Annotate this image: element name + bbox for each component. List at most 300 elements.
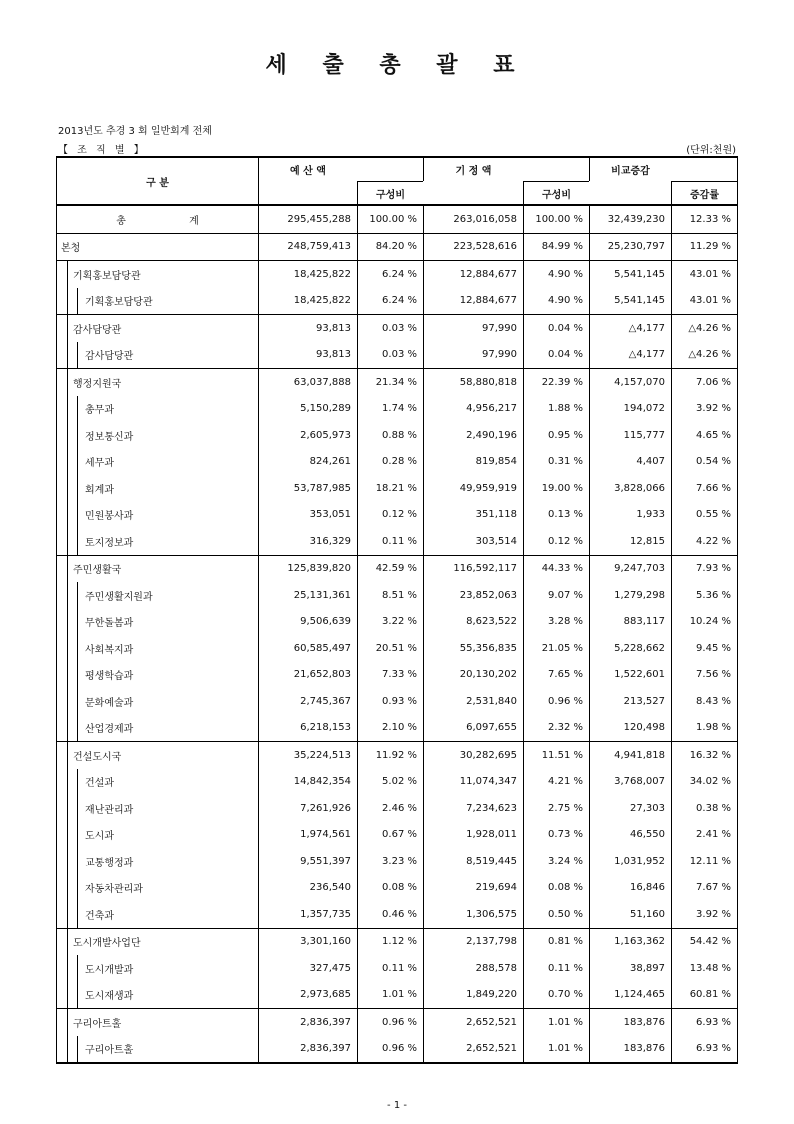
row-category: [57, 929, 258, 956]
header-budget-ratio: 구성비: [357, 181, 423, 204]
tree-guide-line: [67, 688, 68, 715]
table-row: [57, 1008, 737, 1036]
row-category-label: 무한돌봄과: [85, 618, 134, 630]
cell-budget: 93,813: [258, 342, 357, 369]
row-category: [57, 715, 258, 742]
cell-ratio1: 0.11 %: [357, 955, 423, 982]
table-row: [57, 342, 737, 369]
table-row: [57, 1036, 737, 1063]
cell-change: 120,498: [589, 715, 671, 742]
cell-budget: 60,585,497: [258, 635, 357, 662]
header-budget-empty: [258, 181, 357, 204]
row-category: [57, 662, 258, 689]
tree-guide-line: [67, 1036, 68, 1063]
cell-ratio2: 0.08 %: [523, 875, 589, 902]
row-category: [57, 234, 258, 261]
tree-guide-line: [67, 609, 68, 636]
row-category: [57, 635, 258, 662]
cell-budget: 5,150,289: [258, 396, 357, 423]
cell-existing: 49,959,919: [423, 475, 523, 502]
row-category-label: 본청: [61, 243, 81, 255]
cell-budget: 25,131,361: [258, 582, 357, 609]
header-existing-ratio: 구성비: [523, 181, 589, 204]
cell-change: 4,407: [589, 449, 671, 476]
cell-existing: 116,592,117: [423, 556, 523, 583]
row-category: [57, 475, 258, 502]
cell-existing: 30,282,695: [423, 742, 523, 769]
row-category-label: 회계과: [85, 484, 114, 496]
cell-budget: 1,357,735: [258, 901, 357, 928]
section-label: 【 조 직 별 】: [58, 145, 147, 156]
tree-guide-line: [67, 955, 68, 982]
row-category: [57, 609, 258, 636]
table-row: [57, 396, 737, 423]
cell-change: 27,303: [589, 795, 671, 822]
cell-ratio2: 0.73 %: [523, 822, 589, 849]
table-row: [57, 368, 737, 396]
cell-rate: 4.22 %: [671, 528, 737, 555]
cell-rate: 13.48 %: [671, 955, 737, 982]
tree-guide-line: [77, 1036, 78, 1063]
cell-ratio1: 0.93 %: [357, 688, 423, 715]
cell-existing: 223,528,616: [423, 234, 523, 261]
cell-rate: 9.45 %: [671, 635, 737, 662]
cell-existing: 20,130,202: [423, 662, 523, 689]
cell-existing: 55,356,835: [423, 635, 523, 662]
cell-rate: 12.33 %: [671, 206, 737, 233]
row-category: [57, 742, 258, 769]
cell-ratio1: 0.11 %: [357, 528, 423, 555]
cell-change: 3,828,066: [589, 475, 671, 502]
tree-guide-line: [67, 315, 68, 342]
cell-existing: 23,852,063: [423, 582, 523, 609]
tree-guide-line: [67, 635, 68, 662]
cell-budget: 316,329: [258, 528, 357, 555]
tree-guide-line: [67, 1009, 68, 1036]
cell-rate: 4.65 %: [671, 422, 737, 449]
row-category: [57, 901, 258, 928]
tree-guide-line: [67, 556, 68, 583]
cell-rate: 5.36 %: [671, 582, 737, 609]
row-category: [57, 688, 258, 715]
cell-rate: 7.93 %: [671, 556, 737, 583]
cell-rate: 6.93 %: [671, 1036, 737, 1063]
tree-guide-line: [67, 288, 68, 315]
cell-ratio2: 2.32 %: [523, 715, 589, 742]
row-category-label: 재난관리과: [85, 804, 134, 816]
cell-existing: 303,514: [423, 528, 523, 555]
cell-budget: 35,224,513: [258, 742, 357, 769]
cell-budget: 93,813: [258, 315, 357, 342]
tree-guide-line: [77, 822, 78, 849]
cell-ratio2: 7.65 %: [523, 662, 589, 689]
row-category-label: 감사담당관: [73, 324, 122, 336]
cell-existing: 2,531,840: [423, 688, 523, 715]
row-category: [57, 369, 258, 396]
cell-rate: 11.29 %: [671, 234, 737, 261]
row-category-label: 구리아트홀: [85, 1045, 134, 1057]
cell-change: 183,876: [589, 1009, 671, 1036]
cell-ratio1: 3.22 %: [357, 609, 423, 636]
row-category: [57, 582, 258, 609]
tree-guide-line: [77, 475, 78, 502]
table-row: [57, 822, 737, 849]
cell-rate: 0.38 %: [671, 795, 737, 822]
cell-existing: 263,016,058: [423, 206, 523, 233]
cell-existing: 2,137,798: [423, 929, 523, 956]
table-row: [57, 288, 737, 315]
cell-budget: 2,745,367: [258, 688, 357, 715]
cell-budget: 1,974,561: [258, 822, 357, 849]
cell-change: 32,439,230: [589, 206, 671, 233]
cell-budget: 18,425,822: [258, 288, 357, 315]
tree-guide-line: [77, 635, 78, 662]
table-header: [57, 158, 737, 206]
cell-existing: 1,928,011: [423, 822, 523, 849]
cell-existing: 12,884,677: [423, 288, 523, 315]
tree-guide-line: [67, 822, 68, 849]
cell-existing: 11,074,347: [423, 769, 523, 796]
cell-change: 1,124,465: [589, 982, 671, 1009]
tree-guide-line: [77, 396, 78, 423]
cell-ratio1: 0.08 %: [357, 875, 423, 902]
cell-ratio2: 84.99 %: [523, 234, 589, 261]
cell-ratio1: 0.03 %: [357, 342, 423, 369]
cell-ratio1: 21.34 %: [357, 369, 423, 396]
cell-rate: 10.24 %: [671, 609, 737, 636]
cell-existing: 6,097,655: [423, 715, 523, 742]
cell-rate: 1.98 %: [671, 715, 737, 742]
row-category-label: 행정지원국: [73, 378, 122, 390]
row-category: [57, 795, 258, 822]
row-category-label: 건설과: [85, 778, 114, 790]
cell-change: △4,177: [589, 342, 671, 369]
cell-change: 12,815: [589, 528, 671, 555]
table-row: [57, 260, 737, 288]
row-category-label: 도시재생과: [85, 991, 134, 1003]
cell-ratio2: 0.50 %: [523, 901, 589, 928]
cell-ratio2: 0.11 %: [523, 955, 589, 982]
cell-rate: 34.02 %: [671, 769, 737, 796]
cell-change: 115,777: [589, 422, 671, 449]
cell-existing: 2,652,521: [423, 1036, 523, 1063]
row-category-label: 문화예술과: [85, 697, 134, 709]
page-title: 세 출 총 괄 표: [265, 53, 529, 78]
tree-guide-line: [77, 848, 78, 875]
tree-guide-line: [77, 662, 78, 689]
cell-change: 1,163,362: [589, 929, 671, 956]
row-category: [57, 982, 258, 1009]
tree-guide-line: [67, 901, 68, 928]
tree-guide-line: [77, 715, 78, 742]
table-row: [57, 875, 737, 902]
row-category-label: 토지정보과: [85, 537, 134, 549]
cell-ratio2: 0.95 %: [523, 422, 589, 449]
tree-guide-line: [67, 848, 68, 875]
header-existing: 기 정 액: [423, 158, 523, 181]
row-category-label: 구리아트홀: [73, 1018, 122, 1030]
table-row: [57, 795, 737, 822]
row-category: [57, 422, 258, 449]
cell-change: 4,941,818: [589, 742, 671, 769]
tree-guide-line: [67, 261, 68, 288]
row-category-label: 건설도시국: [73, 751, 122, 763]
tree-guide-line: [67, 502, 68, 529]
cell-ratio1: 18.21 %: [357, 475, 423, 502]
cell-budget: 53,787,985: [258, 475, 357, 502]
tree-guide-line: [77, 609, 78, 636]
row-category: [57, 502, 258, 529]
row-category-label: 정보통신과: [85, 431, 134, 443]
row-category-label: 평생학습과: [85, 671, 134, 683]
cell-existing: 4,956,217: [423, 396, 523, 423]
cell-rate: 60.81 %: [671, 982, 737, 1009]
cell-budget: 2,605,973: [258, 422, 357, 449]
cell-budget: 14,842,354: [258, 769, 357, 796]
cell-existing: 97,990: [423, 342, 523, 369]
row-category-label: 세무과: [85, 458, 114, 470]
row-category: [57, 1036, 258, 1063]
table-row: [57, 314, 737, 342]
tree-guide-line: [77, 582, 78, 609]
cell-budget: 18,425,822: [258, 261, 357, 288]
cell-rate: 16.32 %: [671, 742, 737, 769]
tree-guide-line: [67, 528, 68, 555]
cell-budget: 236,540: [258, 875, 357, 902]
cell-change: 194,072: [589, 396, 671, 423]
cell-ratio2: 1.88 %: [523, 396, 589, 423]
cell-budget: 327,475: [258, 955, 357, 982]
tree-guide-line: [67, 795, 68, 822]
cell-ratio1: 2.46 %: [357, 795, 423, 822]
table-row: [57, 848, 737, 875]
table-row: [57, 528, 737, 555]
row-category: [57, 449, 258, 476]
row-category-label: 주민생활국: [73, 565, 122, 577]
cell-change: 25,230,797: [589, 234, 671, 261]
cell-rate: 2.41 %: [671, 822, 737, 849]
cell-ratio1: 1.12 %: [357, 929, 423, 956]
cell-change: 183,876: [589, 1036, 671, 1063]
cell-ratio2: 22.39 %: [523, 369, 589, 396]
cell-ratio2: 0.70 %: [523, 982, 589, 1009]
cell-rate: 43.01 %: [671, 261, 737, 288]
cell-ratio1: 42.59 %: [357, 556, 423, 583]
cell-existing: 219,694: [423, 875, 523, 902]
cell-ratio2: 0.04 %: [523, 342, 589, 369]
row-category: [57, 528, 258, 555]
cell-ratio2: 3.24 %: [523, 848, 589, 875]
cell-ratio1: 5.02 %: [357, 769, 423, 796]
cell-budget: 824,261: [258, 449, 357, 476]
cell-budget: 9,506,639: [258, 609, 357, 636]
cell-ratio2: 4.90 %: [523, 261, 589, 288]
cell-change: 51,160: [589, 901, 671, 928]
tree-guide-line: [77, 342, 78, 369]
tree-guide-line: [67, 715, 68, 742]
header-budget: 예 산 액: [258, 158, 357, 181]
document-subtitle: 2013년도 추경 3 회 일반회계 전체: [58, 126, 212, 137]
cell-ratio2: 21.05 %: [523, 635, 589, 662]
cell-rate: 6.93 %: [671, 1009, 737, 1036]
row-category-label: 주민생활지원과: [85, 591, 153, 603]
cell-ratio1: 0.12 %: [357, 502, 423, 529]
row-category-label: 총무과: [85, 405, 114, 417]
row-category: [57, 875, 258, 902]
tree-guide-line: [77, 288, 78, 315]
row-category: [57, 396, 258, 423]
table-row: [57, 928, 737, 956]
tree-guide-line: [67, 369, 68, 396]
cell-budget: 2,836,397: [258, 1009, 357, 1036]
row-category: [57, 556, 258, 583]
row-category: [57, 315, 258, 342]
header-change-rate: 증감률: [671, 181, 737, 204]
cell-rate: △4.26 %: [671, 342, 737, 369]
cell-change: 1,031,952: [589, 848, 671, 875]
row-category-label: 산업경제과: [85, 724, 134, 736]
row-category-label: 기획홍보담당관: [85, 297, 153, 309]
cell-ratio2: 0.12 %: [523, 528, 589, 555]
cell-change: 46,550: [589, 822, 671, 849]
tree-guide-line: [77, 528, 78, 555]
cell-rate: 3.92 %: [671, 396, 737, 423]
tree-guide-line: [67, 396, 68, 423]
cell-ratio1: 1.01 %: [357, 982, 423, 1009]
cell-ratio1: 20.51 %: [357, 635, 423, 662]
cell-budget: 63,037,888: [258, 369, 357, 396]
table-row: [57, 609, 737, 636]
budget-table: [56, 156, 738, 1064]
cell-ratio2: 11.51 %: [523, 742, 589, 769]
cell-budget: 2,836,397: [258, 1036, 357, 1063]
row-category-label: 사회복지과: [85, 644, 134, 656]
cell-ratio1: 2.10 %: [357, 715, 423, 742]
cell-budget: 9,551,397: [258, 848, 357, 875]
row-category: [57, 848, 258, 875]
cell-change: 4,157,070: [589, 369, 671, 396]
tree-guide-line: [67, 582, 68, 609]
cell-ratio1: 0.88 %: [357, 422, 423, 449]
cell-existing: 97,990: [423, 315, 523, 342]
table-row: [57, 582, 737, 609]
cell-budget: 125,839,820: [258, 556, 357, 583]
cell-existing: 1,849,220: [423, 982, 523, 1009]
tree-guide-line: [77, 955, 78, 982]
tree-guide-line: [77, 795, 78, 822]
cell-change: 9,247,703: [589, 556, 671, 583]
table-row: [57, 955, 737, 982]
row-category-label: 총 계: [116, 215, 229, 227]
cell-ratio2: 2.75 %: [523, 795, 589, 822]
cell-existing: 1,306,575: [423, 901, 523, 928]
header-category: 구 분: [146, 177, 169, 189]
table-row: [57, 555, 737, 583]
tree-guide-line: [77, 875, 78, 902]
table-row: [57, 741, 737, 769]
cell-existing: 7,234,623: [423, 795, 523, 822]
cell-ratio1: 0.67 %: [357, 822, 423, 849]
row-category-label: 교통행정과: [85, 857, 134, 869]
tree-guide-line: [67, 449, 68, 476]
cell-ratio2: 1.01 %: [523, 1009, 589, 1036]
table-row: [57, 449, 737, 476]
tree-guide-line: [77, 422, 78, 449]
cell-rate: 54.42 %: [671, 929, 737, 956]
header-change: 비교증감: [589, 158, 671, 181]
cell-ratio1: 1.74 %: [357, 396, 423, 423]
cell-change: 1,933: [589, 502, 671, 529]
cell-ratio1: 6.24 %: [357, 261, 423, 288]
cell-budget: 353,051: [258, 502, 357, 529]
row-category-label: 기획홍보담당관: [73, 270, 141, 282]
cell-existing: 819,854: [423, 449, 523, 476]
row-category-label: 자동차관리과: [85, 884, 143, 896]
tree-guide-line: [77, 449, 78, 476]
cell-ratio2: 19.00 %: [523, 475, 589, 502]
cell-ratio1: 7.33 %: [357, 662, 423, 689]
cell-change: 1,279,298: [589, 582, 671, 609]
cell-ratio1: 8.51 %: [357, 582, 423, 609]
cell-rate: △4.26 %: [671, 315, 737, 342]
row-category-label: 감사담당관: [85, 351, 134, 363]
row-category: [57, 955, 258, 982]
cell-ratio2: 4.21 %: [523, 769, 589, 796]
table-body: [57, 206, 737, 1062]
tree-guide-line: [77, 502, 78, 529]
table-row: [57, 715, 737, 742]
cell-ratio1: 11.92 %: [357, 742, 423, 769]
cell-existing: 58,880,818: [423, 369, 523, 396]
cell-ratio2: 0.96 %: [523, 688, 589, 715]
row-category: [57, 769, 258, 796]
cell-ratio1: 0.28 %: [357, 449, 423, 476]
row-category-label: 도시개발사업단: [73, 938, 141, 950]
cell-change: △4,177: [589, 315, 671, 342]
table-row: [57, 422, 737, 449]
cell-rate: 7.56 %: [671, 662, 737, 689]
row-category: [57, 822, 258, 849]
table-row: [57, 982, 737, 1009]
cell-budget: 248,759,413: [258, 234, 357, 261]
cell-change: 3,768,007: [589, 769, 671, 796]
table-row: [57, 688, 737, 715]
cell-budget: 3,301,160: [258, 929, 357, 956]
row-category: [57, 261, 258, 288]
cell-ratio2: 44.33 %: [523, 556, 589, 583]
cell-rate: 7.66 %: [671, 475, 737, 502]
cell-budget: 2,973,685: [258, 982, 357, 1009]
cell-ratio2: 0.04 %: [523, 315, 589, 342]
cell-rate: 8.43 %: [671, 688, 737, 715]
cell-ratio1: 100.00 %: [357, 206, 423, 233]
row-category-label: 건축과: [85, 910, 114, 922]
cell-change: 1,522,601: [589, 662, 671, 689]
row-category-label: 도시개발과: [85, 964, 134, 976]
tree-guide-line: [67, 929, 68, 956]
tree-guide-line: [67, 475, 68, 502]
cell-ratio2: 100.00 %: [523, 206, 589, 233]
table-row: [57, 234, 737, 261]
cell-existing: 8,519,445: [423, 848, 523, 875]
table-row: [57, 769, 737, 796]
cell-existing: 2,490,196: [423, 422, 523, 449]
tree-guide-line: [77, 769, 78, 796]
row-category: [57, 288, 258, 315]
row-category-label: 민원봉사과: [85, 511, 134, 523]
cell-ratio2: 9.07 %: [523, 582, 589, 609]
cell-rate: 43.01 %: [671, 288, 737, 315]
